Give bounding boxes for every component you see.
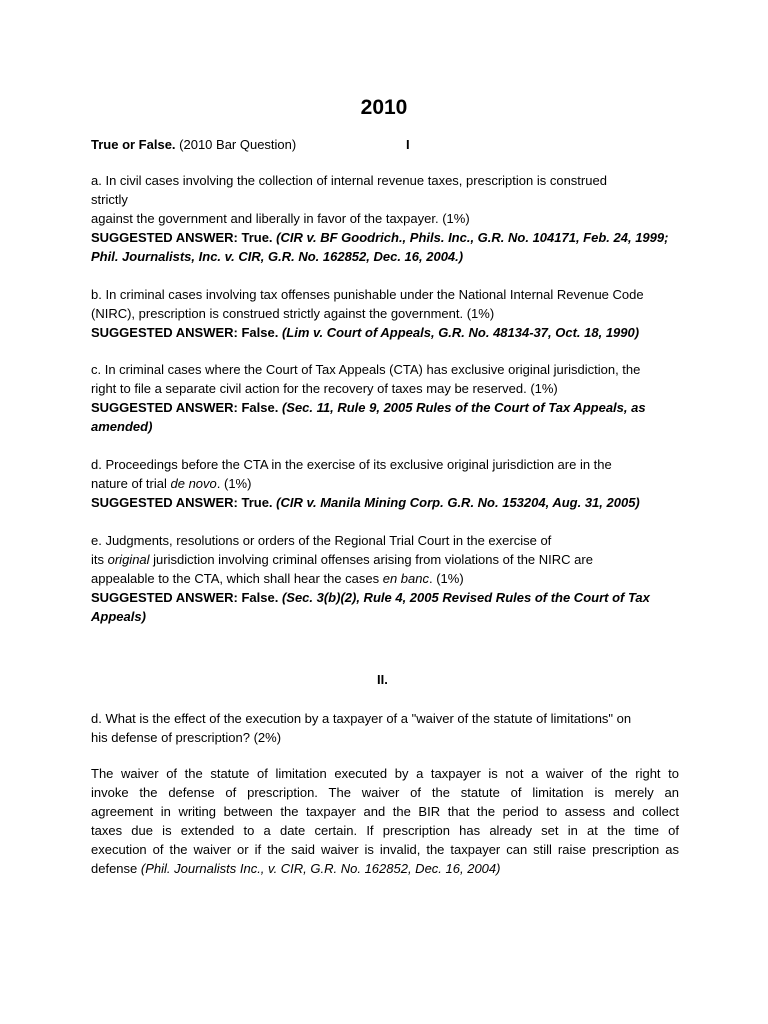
item-c-citation: (Sec. 11, Rule 9, 2005 Rules of the Court of Tax Appeals, as xyxy=(281,400,646,415)
suggested-answer-label: SUGGESTED ANSWER: xyxy=(91,325,238,340)
heading-note: (2010 Bar Question) xyxy=(175,137,297,152)
section2-answer-line: agreement in writing between the taxpayer and the BIR that the period to assess and collect xyxy=(91,804,679,819)
section-heading xyxy=(91,135,679,154)
item-a-question-line: strictly xyxy=(91,192,128,207)
item-e-citation: (Sec. 3(b)(2), Rule 4, 2005 Revised Rules of the Court of Tax xyxy=(281,590,650,605)
item-c xyxy=(91,360,679,436)
item-e-question-text: jurisdiction involving criminal offenses arising from violations of the NIRC are xyxy=(149,552,593,567)
item-d-citation: (CIR v. Manila Mining Corp. G.R. No. 153204, Aug. 31, 2005) xyxy=(276,495,640,510)
item-e-citation: Appeals) xyxy=(91,609,146,624)
item-c-answer: False. xyxy=(237,400,282,415)
item-a-answer: True. xyxy=(237,230,277,245)
item-e xyxy=(91,531,679,626)
roman-numeral-two: II. xyxy=(377,672,388,687)
section2-question-line: d. What is the effect of the execution by a taxpayer of a "waiver of the statute of limitations" on xyxy=(91,711,632,726)
suggested-answer-label: SUGGESTED ANSWER: xyxy=(91,400,238,415)
section2-answer-line: taxes due is extended to a date certain. If prescription has already set in at the time of xyxy=(91,823,679,838)
section2-answer-text: defense xyxy=(91,861,141,876)
roman-numeral-one: I xyxy=(406,137,410,152)
item-b-citation: (Lim v. Court of Appeals, G.R. No. 48134-37, Oct. 18, 1990) xyxy=(281,325,640,340)
item-e-question-italic: original xyxy=(107,552,150,567)
item-c-question-line: right to file a separate civil action for the recovery of taxes may be reserved. (1%) xyxy=(91,381,558,396)
section2-answer-line: execution of the waiver or if the said waiver is invalid, the taxpayer can still raise prescription as xyxy=(91,842,679,857)
item-d xyxy=(91,455,679,512)
suggested-answer-label: SUGGESTED ANSWER: xyxy=(91,230,238,245)
item-a xyxy=(91,171,679,266)
item-e-answer: False. xyxy=(237,590,282,605)
item-d-question-italic: de novo xyxy=(170,476,217,491)
item-e-question-line: e. Judgments, resolutions or orders of the Regional Trial Court in the exercise of xyxy=(91,533,552,548)
page-title: 2010 xyxy=(360,96,408,119)
item-c-citation: amended) xyxy=(91,419,153,434)
section2-answer xyxy=(91,764,679,878)
item-e-question-italic: en banc xyxy=(382,571,429,586)
item-e-question-text: its xyxy=(91,552,108,567)
heading-label: True or False. xyxy=(91,137,176,152)
section2-question-line: his defense of prescription? (2%) xyxy=(91,730,282,745)
item-a-citation: Phil. Journalists, Inc. v. CIR, G.R. No. 162852, Dec. 16, 2004.) xyxy=(91,249,464,264)
section2-answer-line: The waiver of the statute of limitation executed by a taxpayer is not a waiver of the right to xyxy=(91,766,679,781)
section2-answer-citation: (Phil. Journalists Inc., v. CIR, G.R. No. 162852, Dec. 16, 2004) xyxy=(140,861,501,876)
item-b-question-line: (NIRC), prescription is construed strictly against the government. (1%) xyxy=(91,306,495,321)
item-e-question-text: . (1%) xyxy=(428,571,464,586)
item-d-question-text: nature of trial xyxy=(91,476,171,491)
item-c-question-line: c. In criminal cases where the Court of Tax Appeals (CTA) has exclusive original jurisdiction, the xyxy=(91,362,641,377)
item-b-question-line: b. In criminal cases involving tax offenses punishable under the National Internal Revenue Code xyxy=(91,287,644,302)
suggested-answer-label: SUGGESTED ANSWER: xyxy=(91,590,238,605)
suggested-answer-label: SUGGESTED ANSWER: xyxy=(91,495,238,510)
item-a-question-line: against the government and liberally in favor of the taxpayer. (1%) xyxy=(91,211,470,226)
item-b-answer: False. xyxy=(237,325,282,340)
item-d-question-text: . (1%) xyxy=(216,476,252,491)
item-e-question-text: appealable to the CTA, which shall hear the cases xyxy=(91,571,383,586)
section2-question xyxy=(91,709,679,747)
item-d-question-line: d. Proceedings before the CTA in the exercise of its exclusive original jurisdiction are in the xyxy=(91,457,612,472)
item-a-citation: (CIR v. BF Goodrich., Phils. Inc., G.R. No. 104171, Feb. 24, 1999; xyxy=(276,230,669,245)
item-d-answer: True. xyxy=(237,495,277,510)
item-b xyxy=(91,285,679,342)
item-a-question-line: a. In civil cases involving the collection of internal revenue taxes, prescription is construed xyxy=(91,173,607,188)
section2-answer-line: invoke the defense of prescription. The waiver of the statute of limitation is merely an xyxy=(91,785,679,800)
